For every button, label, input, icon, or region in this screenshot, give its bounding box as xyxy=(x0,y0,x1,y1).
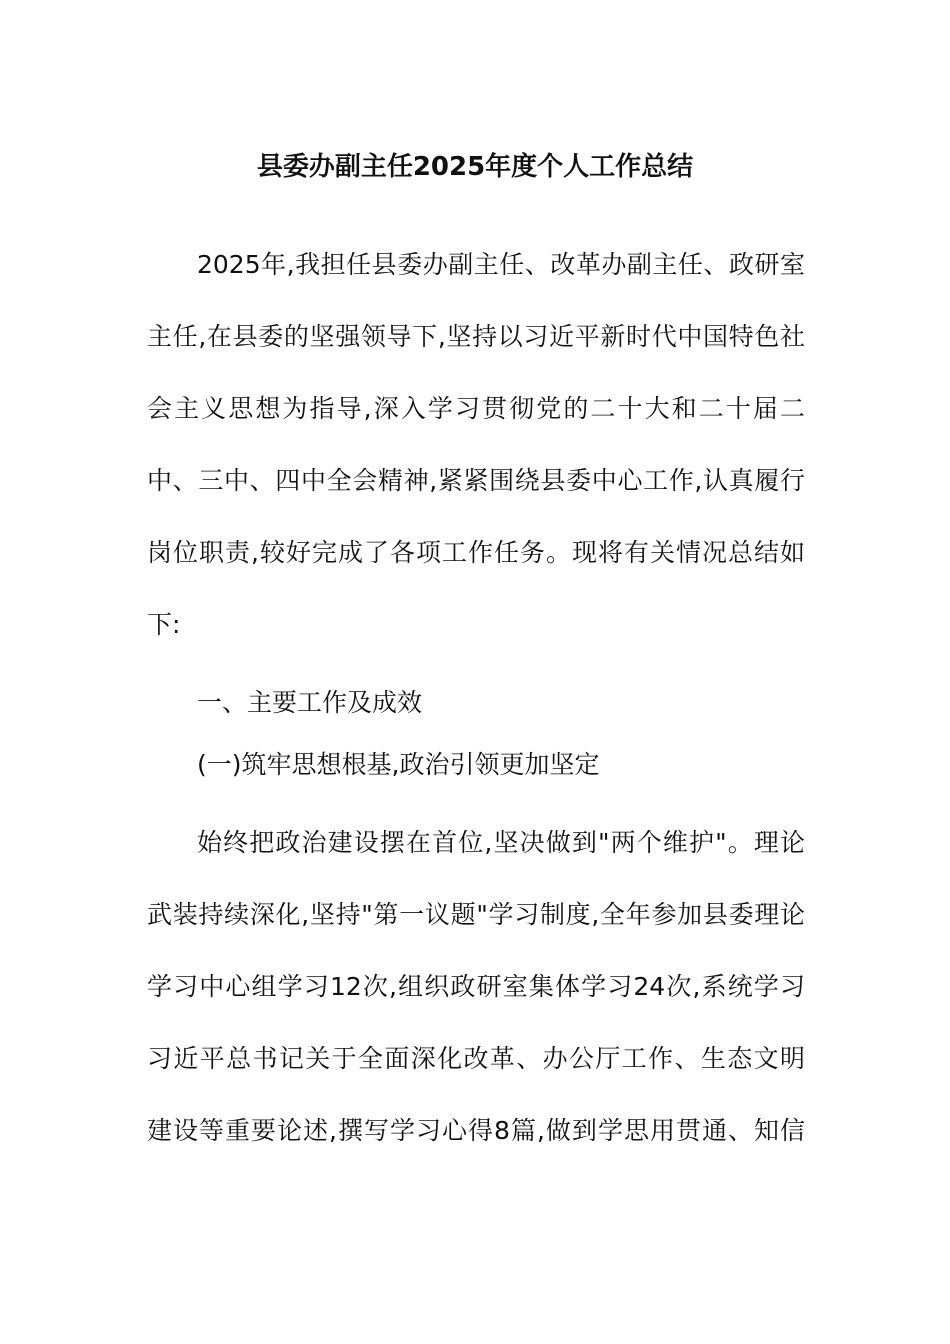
paragraph-line: 2025年,我担任县委办副主任、改革办副主任、政研室 xyxy=(197,250,805,279)
paragraph-line: 建设等重要论述,撰写学习心得8篇,做到学思用贯通、知信 xyxy=(147,1116,805,1145)
paragraph-line: 习近平总书记关于全面深化改革、办公厅工作、生态文明 xyxy=(147,1044,805,1073)
paragraph-line: 始终把政治建设摆在首位,坚决做到"两个维护"。理论 xyxy=(197,828,805,857)
subsection-heading: (一)筑牢思想根基,政治引领更加坚定 xyxy=(197,750,600,779)
paragraph-line: 学习中心组学习12次,组织政研室集体学习24次,系统学习 xyxy=(147,972,805,1001)
paragraph-line: 中、三中、四中全会精神,紧紧围绕县委中心工作,认真履行 xyxy=(147,466,805,495)
paragraph-line: 主任,在县委的坚强领导下,坚持以习近平新时代中国特色社 xyxy=(147,322,805,351)
paragraph-line: 岗位职责,较好完成了各项工作任务。现将有关情况总结如 xyxy=(147,538,805,567)
paragraph-line: 会主义思想为指导,深入学习贯彻党的二十大和二十届二 xyxy=(147,394,805,423)
paragraph-line: 武装持续深化,坚持"第一议题"学习制度,全年参加县委理论 xyxy=(147,900,805,929)
paragraph-line: 下: xyxy=(147,610,181,639)
document-title: 县委办副主任2025年度个人工作总结 xyxy=(256,152,694,182)
section-heading: 一、主要工作及成效 xyxy=(197,688,423,717)
